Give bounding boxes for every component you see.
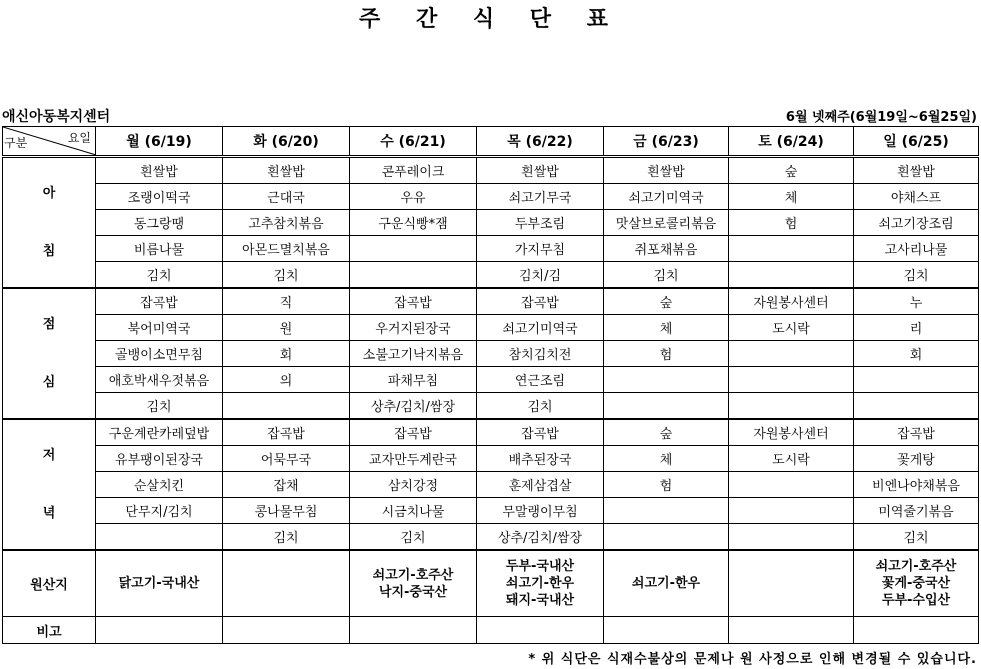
menu-item (604, 393, 729, 420)
menu-item (729, 341, 854, 367)
menu-item: 훈제삼겹살 (477, 472, 604, 498)
corner-category-label: 구분 (4, 136, 28, 150)
corner-header (3, 127, 96, 157)
note-cell (350, 617, 477, 644)
menu-item: 원 (223, 315, 350, 341)
menu-item: 애호박새우젓볶음 (96, 367, 223, 393)
menu-item: 잡곡밥 (350, 419, 477, 446)
meal-label-char: 침 (42, 243, 56, 259)
origin-line: 쇠고기-한우 (505, 576, 575, 591)
menu-item: 아몬드멸치볶음 (223, 236, 350, 262)
menu-item: 숲 (729, 157, 854, 184)
menu-item (604, 498, 729, 524)
meal-label-char: 점 (42, 316, 56, 332)
menu-item: 파채무침 (350, 367, 477, 393)
menu-row (3, 210, 979, 236)
menu-item: 미역줄기볶음 (854, 498, 979, 524)
day-header: 금 (6/23) (604, 127, 729, 157)
origin-cell (604, 550, 729, 617)
menu-item (729, 262, 854, 289)
menu-item: 김치/김 (477, 262, 604, 289)
menu-item: 잡곡밥 (350, 288, 477, 315)
note-cell (96, 617, 223, 644)
menu-item: 잡곡밥 (96, 288, 223, 315)
menu-item: 험 (729, 210, 854, 236)
menu-item (350, 262, 477, 289)
menu-item: 자원봉사센터 (729, 419, 854, 446)
meal-label-char: 저 (42, 447, 56, 463)
origin-line: 닭고기-국내산 (118, 576, 200, 591)
menu-row (3, 262, 979, 289)
menu-item: 참치김치전 (477, 341, 604, 367)
day-header: 목 (6/22) (477, 127, 604, 157)
menu-item: 도시락 (729, 315, 854, 341)
meal-label-char: 심 (42, 374, 56, 390)
menu-item: 고사리나물 (854, 236, 979, 262)
menu-item: 두부조림 (477, 210, 604, 236)
day-header: 월 (6/19) (96, 127, 223, 157)
menu-item: 조랭이떡국 (96, 184, 223, 210)
menu-row (3, 367, 979, 393)
origin-row (3, 550, 979, 617)
menu-item: 구운식빵*잼 (350, 210, 477, 236)
menu-item: 골뱅이소면무침 (96, 341, 223, 367)
menu-item: 콘푸레이크 (350, 157, 477, 184)
origin-line: 쇠고기-한우 (631, 576, 701, 591)
menu-row (3, 341, 979, 367)
menu-item: 가지무침 (477, 236, 604, 262)
menu-item: 잡곡밥 (477, 419, 604, 446)
origin-cell (96, 550, 223, 617)
menu-row (3, 472, 979, 498)
meal-label-char: 녁 (42, 505, 56, 521)
menu-row (3, 288, 979, 315)
menu-row (3, 393, 979, 420)
menu-item: 구운계란카레덮밥 (96, 419, 223, 446)
menu-row (3, 315, 979, 341)
menu-row (3, 419, 979, 446)
menu-item (729, 236, 854, 262)
menu-item: 교자만두계란국 (350, 446, 477, 472)
menu-row (3, 236, 979, 262)
corner-day-label: 요일 (67, 131, 91, 145)
menu-item: 자원봉사센터 (729, 288, 854, 315)
origin-line: 두부-수입산 (881, 593, 951, 608)
menu-item: 누 (854, 288, 979, 315)
menu-item (604, 524, 729, 551)
menu-item: 흰쌀밥 (223, 157, 350, 184)
origin-line: 쇠고기-호주산 (372, 567, 454, 583)
menu-item: 잡곡밥 (223, 419, 350, 446)
menu-item: 우거지된장국 (350, 315, 477, 341)
origin-line: 돼지-국내산 (505, 593, 575, 608)
note-cell (223, 617, 350, 644)
menu-item: 단무지/김치 (96, 498, 223, 524)
menu-item: 김치 (223, 524, 350, 551)
menu-item: 비엔나야채볶음 (854, 472, 979, 498)
page-title: 주 간 식 단 표 (359, 7, 622, 32)
menu-item: 쇠고기미역국 (604, 184, 729, 210)
note-cell (854, 617, 979, 644)
menu-item: 쇠고기무국 (477, 184, 604, 210)
menu-item: 쇠고기장조림 (854, 210, 979, 236)
menu-item (729, 393, 854, 420)
menu-item: 우유 (350, 184, 477, 210)
menu-item: 무말랭이무침 (477, 498, 604, 524)
day-header: 화 (6/20) (223, 127, 350, 157)
origin-cell (223, 550, 350, 617)
menu-item: 체 (604, 446, 729, 472)
menu-item (729, 524, 854, 551)
menu-item: 회 (854, 341, 979, 367)
menu-item: 잡곡밥 (477, 288, 604, 315)
menu-item: 맛살브로콜리볶음 (604, 210, 729, 236)
menu-item (854, 367, 979, 393)
menu-item: 상추/김치/쌈장 (350, 393, 477, 420)
menu-item: 김치 (854, 262, 979, 289)
menu-item: 김치 (223, 262, 350, 289)
menu-item: 김치 (350, 524, 477, 551)
menu-item: 흰쌀밥 (96, 157, 223, 184)
note-label: 비고 (3, 617, 96, 644)
menu-item: 순살치킨 (96, 472, 223, 498)
header-row (3, 127, 979, 157)
menu-item: 쇠고기미역국 (477, 315, 604, 341)
menu-row (3, 498, 979, 524)
meal-label-char: 아 (42, 185, 56, 201)
note-cell (477, 617, 604, 644)
organization-name: 애신아동복지센터 (2, 109, 111, 125)
menu-item: 흰쌀밥 (604, 157, 729, 184)
menu-item: 야채스프 (854, 184, 979, 210)
origin-cell (350, 550, 477, 617)
menu-item: 험 (604, 472, 729, 498)
menu-row (3, 157, 979, 184)
menu-item: 유부팽이된장국 (96, 446, 223, 472)
menu-item (223, 393, 350, 420)
menu-item: 콩나물무침 (223, 498, 350, 524)
menu-item: 잡채 (223, 472, 350, 498)
menu-item: 꽃게탕 (854, 446, 979, 472)
meal-label (3, 419, 96, 550)
menu-item: 소불고기낙지볶음 (350, 341, 477, 367)
menu-item: 숲 (604, 288, 729, 315)
menu-item (729, 367, 854, 393)
menu-item: 잡곡밥 (854, 419, 979, 446)
menu-item: 쥐포채볶음 (604, 236, 729, 262)
menu-item: 고추참치볶음 (223, 210, 350, 236)
menu-item: 직 (223, 288, 350, 315)
menu-item (350, 236, 477, 262)
day-header: 토 (6/24) (729, 127, 854, 157)
origin-line: 두부-국내산 (505, 559, 575, 574)
menu-row (3, 184, 979, 210)
origin-cell (729, 550, 854, 617)
menu-item: 김치 (96, 393, 223, 420)
note-cell (604, 617, 729, 644)
menu-item: 숲 (604, 419, 729, 446)
menu-item (854, 393, 979, 420)
menu-item (729, 498, 854, 524)
menu-body (3, 157, 979, 551)
origin-line: 쇠고기-호주산 (875, 559, 957, 574)
note-cell (729, 617, 854, 644)
menu-item: 흰쌀밥 (854, 157, 979, 184)
menu-row (3, 524, 979, 551)
menu-item: 김치 (96, 262, 223, 289)
origin-line: 꽃게-중국산 (881, 576, 951, 591)
menu-item: 어묵무국 (223, 446, 350, 472)
origin-cell (854, 550, 979, 617)
menu-item: 회 (223, 341, 350, 367)
origin-label: 원산지 (3, 550, 96, 617)
menu-item: 의 (223, 367, 350, 393)
week-period: 6월 넷째주(6월19일~6월25일) (785, 110, 977, 125)
menu-item: 연근조림 (477, 367, 604, 393)
day-header: 일 (6/25) (854, 127, 979, 157)
menu-item: 도시락 (729, 446, 854, 472)
menu-item: 시금치나물 (350, 498, 477, 524)
menu-item: 흰쌀밥 (477, 157, 604, 184)
menu-item: 체 (604, 315, 729, 341)
menu-item: 상추/김치/쌈장 (477, 524, 604, 551)
menu-item: 김치 (604, 262, 729, 289)
menu-item (729, 472, 854, 498)
menu-item: 배추된장국 (477, 446, 604, 472)
note-row (3, 617, 979, 644)
menu-item: 체 (729, 184, 854, 210)
menu-item (96, 524, 223, 551)
menu-item: 김치 (477, 393, 604, 420)
footnote: * 위 식단은 식재수불상의 문제나 원 사정으로 인해 변경될 수 있습니다. (528, 652, 977, 667)
weekly-menu-table (2, 126, 979, 644)
menu-item: 삼치강정 (350, 472, 477, 498)
menu-item: 북어미역국 (96, 315, 223, 341)
origin-cell (477, 550, 604, 617)
menu-item: 험 (604, 341, 729, 367)
menu-item: 동그랑땡 (96, 210, 223, 236)
menu-item: 김치 (854, 524, 979, 551)
menu-row (3, 446, 979, 472)
menu-item: 비름나물 (96, 236, 223, 262)
menu-item: 리 (854, 315, 979, 341)
day-header: 수 (6/21) (350, 127, 477, 157)
menu-item (604, 367, 729, 393)
origin-line: 낙지-중국산 (378, 584, 448, 600)
menu-item: 근대국 (223, 184, 350, 210)
meal-label (3, 157, 96, 289)
meal-label (3, 288, 96, 419)
